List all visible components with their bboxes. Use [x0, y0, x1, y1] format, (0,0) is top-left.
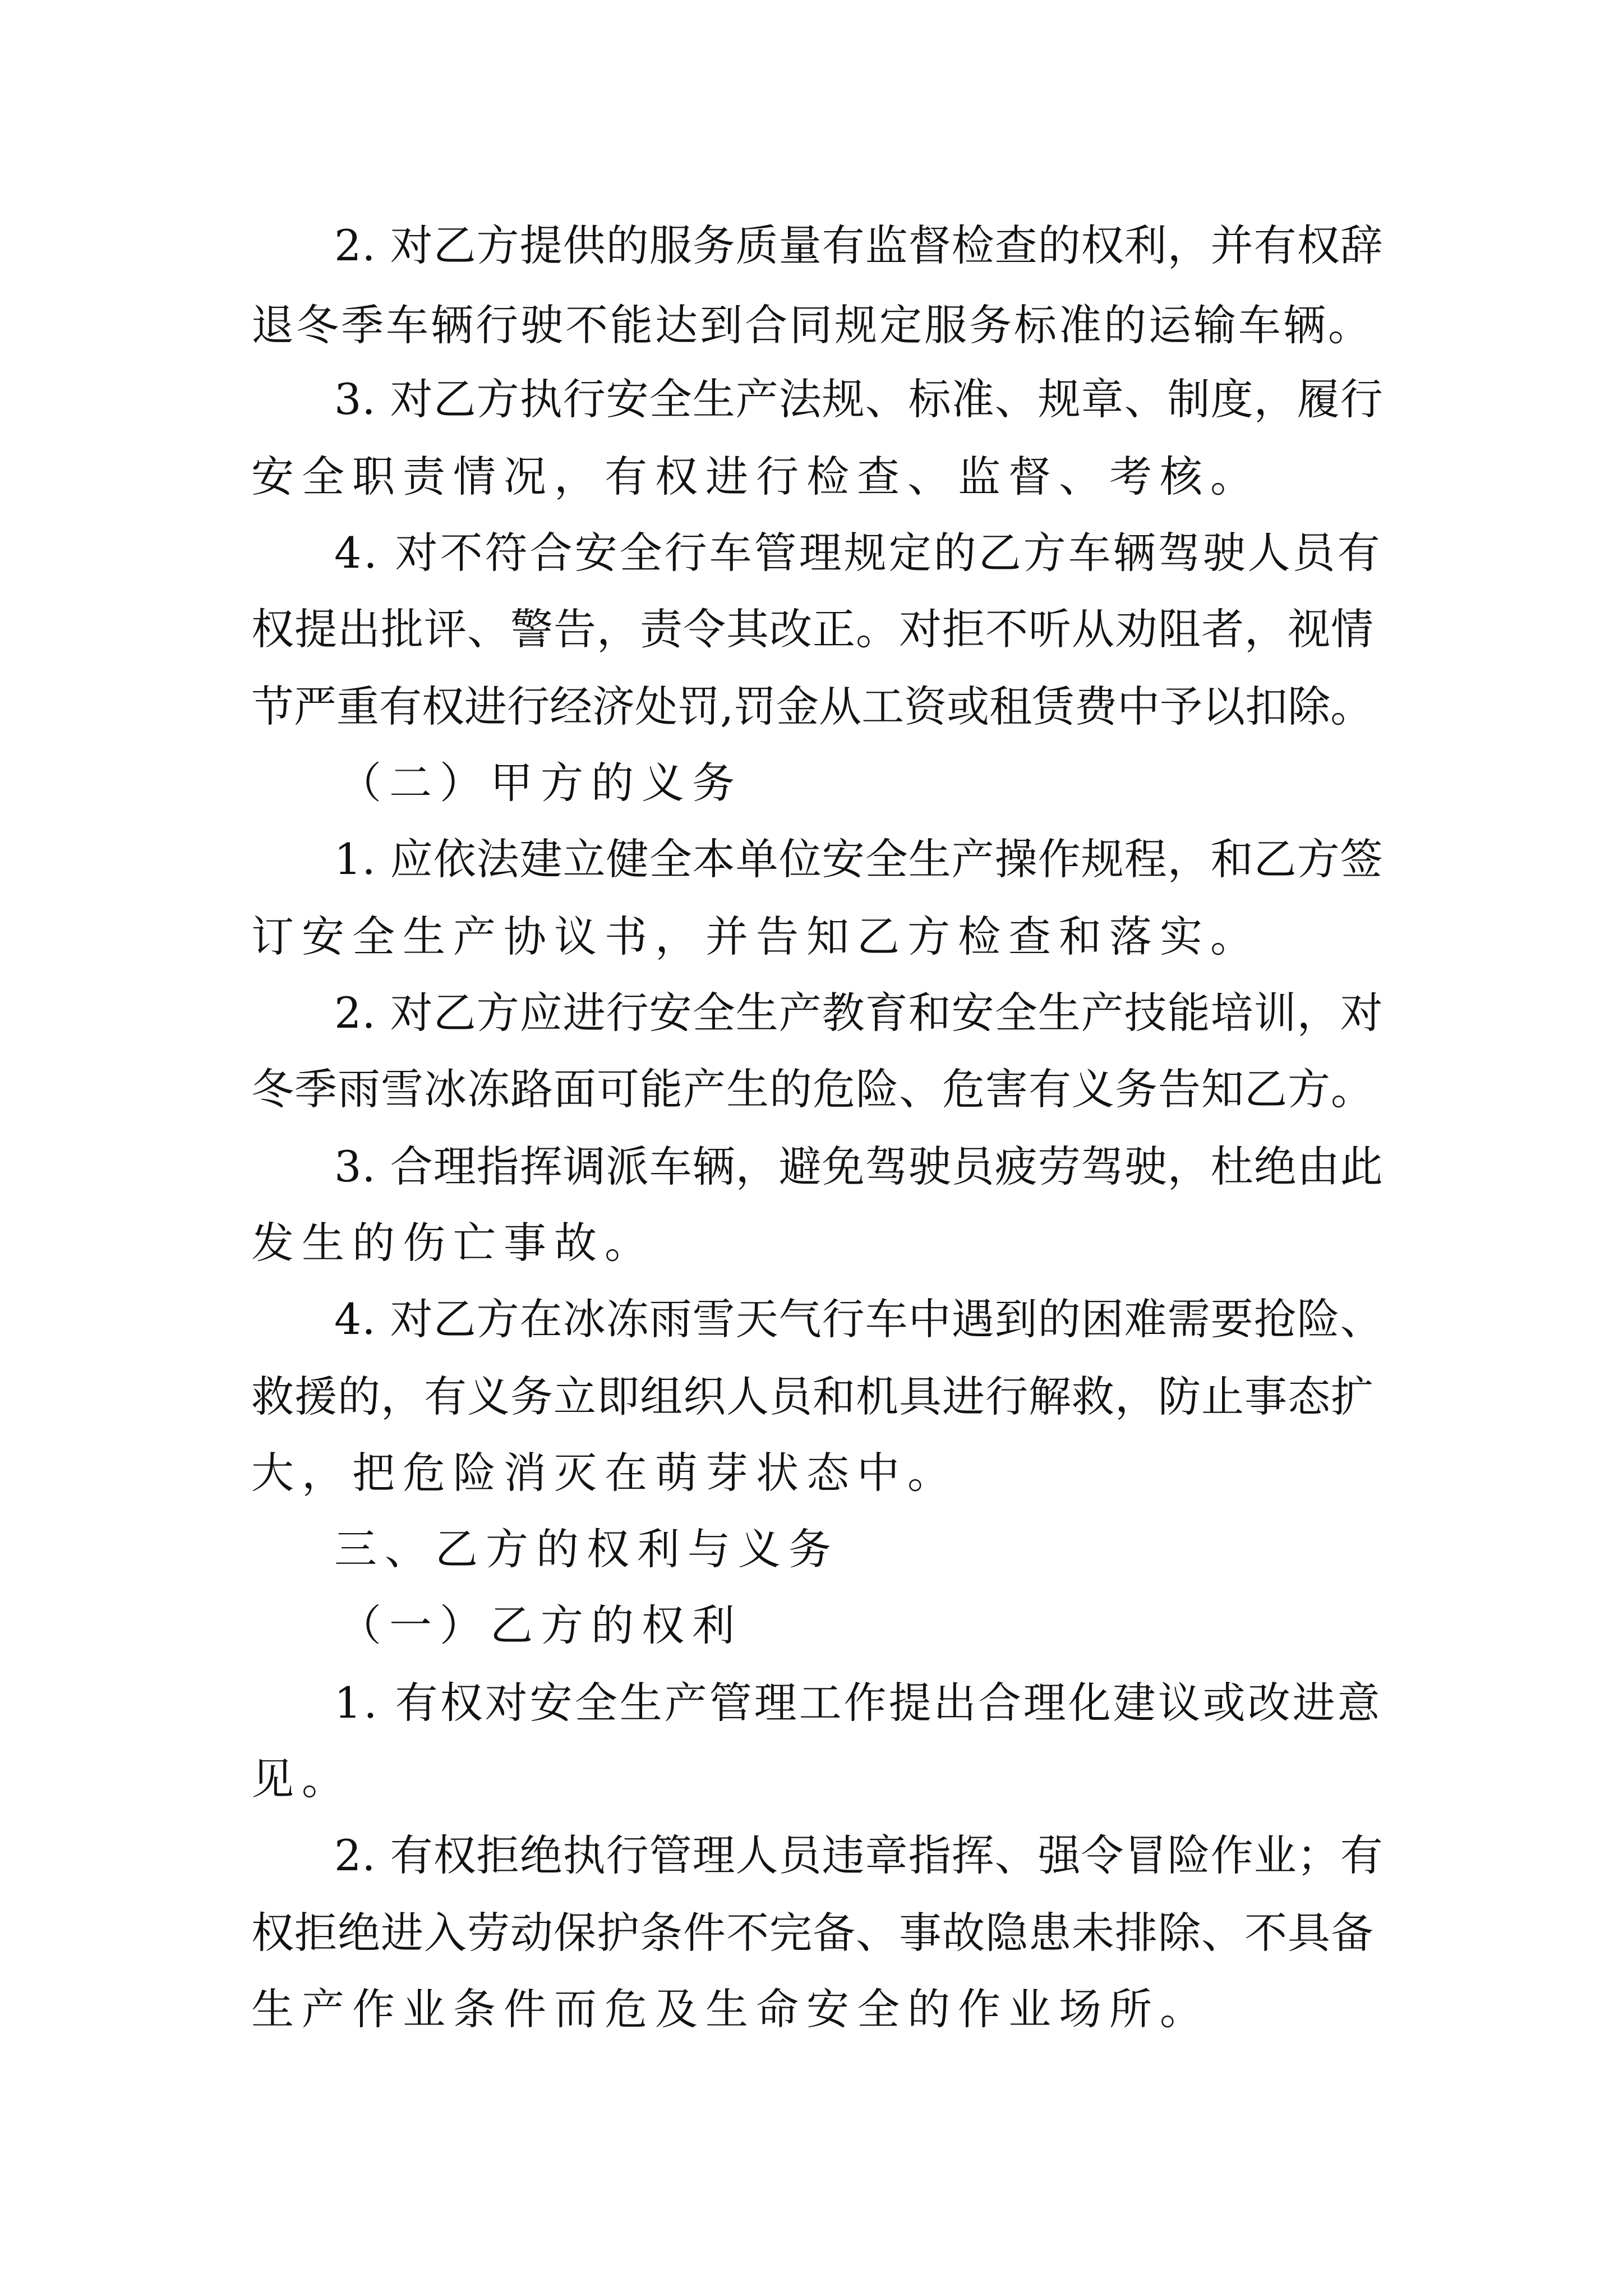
text-line: 2. 有权拒绝执行管理人员违章指挥、强令冒险作业；有 [334, 1830, 1384, 1880]
text-line: 发生的伤亡事故。 [251, 1218, 655, 1268]
text-line: 1. 应依法建立健全本单位安全生产操作规程，和乙方签 [334, 834, 1384, 884]
text-line: 订安全生产协议书，并告知乙方检查和落实。 [251, 912, 1261, 961]
text-line: 安全职责情况，有权进行检查、监督、考核。 [251, 452, 1261, 501]
text-line: 冬季雨雪冰冻路面可能产生的危险、危害有义务告知乙方。 [251, 1064, 1374, 1114]
text-line: 大，把危险消灭在萌芽状态中。 [251, 1448, 958, 1498]
text-line: 2. 对乙方应进行安全生产教育和安全生产技能培训，对 [334, 988, 1384, 1038]
text-line: 1. 有权对安全生产管理工作提出合理化建议或改进意 [334, 1678, 1382, 1728]
section-heading: （二）甲方的义务 [339, 758, 743, 808]
text-line: 2. 对乙方提供的服务质量有监督检查的权利，并有权辞 [334, 220, 1384, 270]
text-line: 权提出批评、警告，责令其改正。对拒不听从劝阻者，视情 [251, 604, 1374, 654]
text-line: 生产作业条件而危及生命安全的作业场所。 [251, 1984, 1210, 2034]
text-line: 退冬季车辆行驶不能达到合同规定服务标准的运输车辆。 [251, 300, 1373, 350]
section-heading: 三、乙方的权利与义务 [334, 1524, 839, 1574]
section-heading: （一）乙方的权利 [339, 1600, 743, 1650]
text-line: 3. 合理指挥调派车辆，避免驾驶员疲劳驾驶，杜绝由此 [334, 1142, 1384, 1191]
text-line: 节严重有权进行经济处罚,罚金从工资或租赁费中予以扣除。 [251, 682, 1373, 731]
text-line: 4. 对乙方在冰冻雨雪天气行车中遇到的困难需要抢险、 [334, 1294, 1384, 1344]
text-line: 权拒绝进入劳动保护条件不完备、事故隐患未排除、不具备 [251, 1908, 1374, 1958]
text-line: 救援的，有义务立即组织人员和机具进行解救，防止事态扩 [251, 1372, 1374, 1421]
text-line: 3. 对乙方执行安全生产法规、标准、规章、制度，履行 [334, 374, 1384, 424]
text-line: 4. 对不符合安全行车管理规定的乙方车辆驾驶人员有 [334, 528, 1382, 578]
text-line: 见。 [251, 1754, 352, 1804]
